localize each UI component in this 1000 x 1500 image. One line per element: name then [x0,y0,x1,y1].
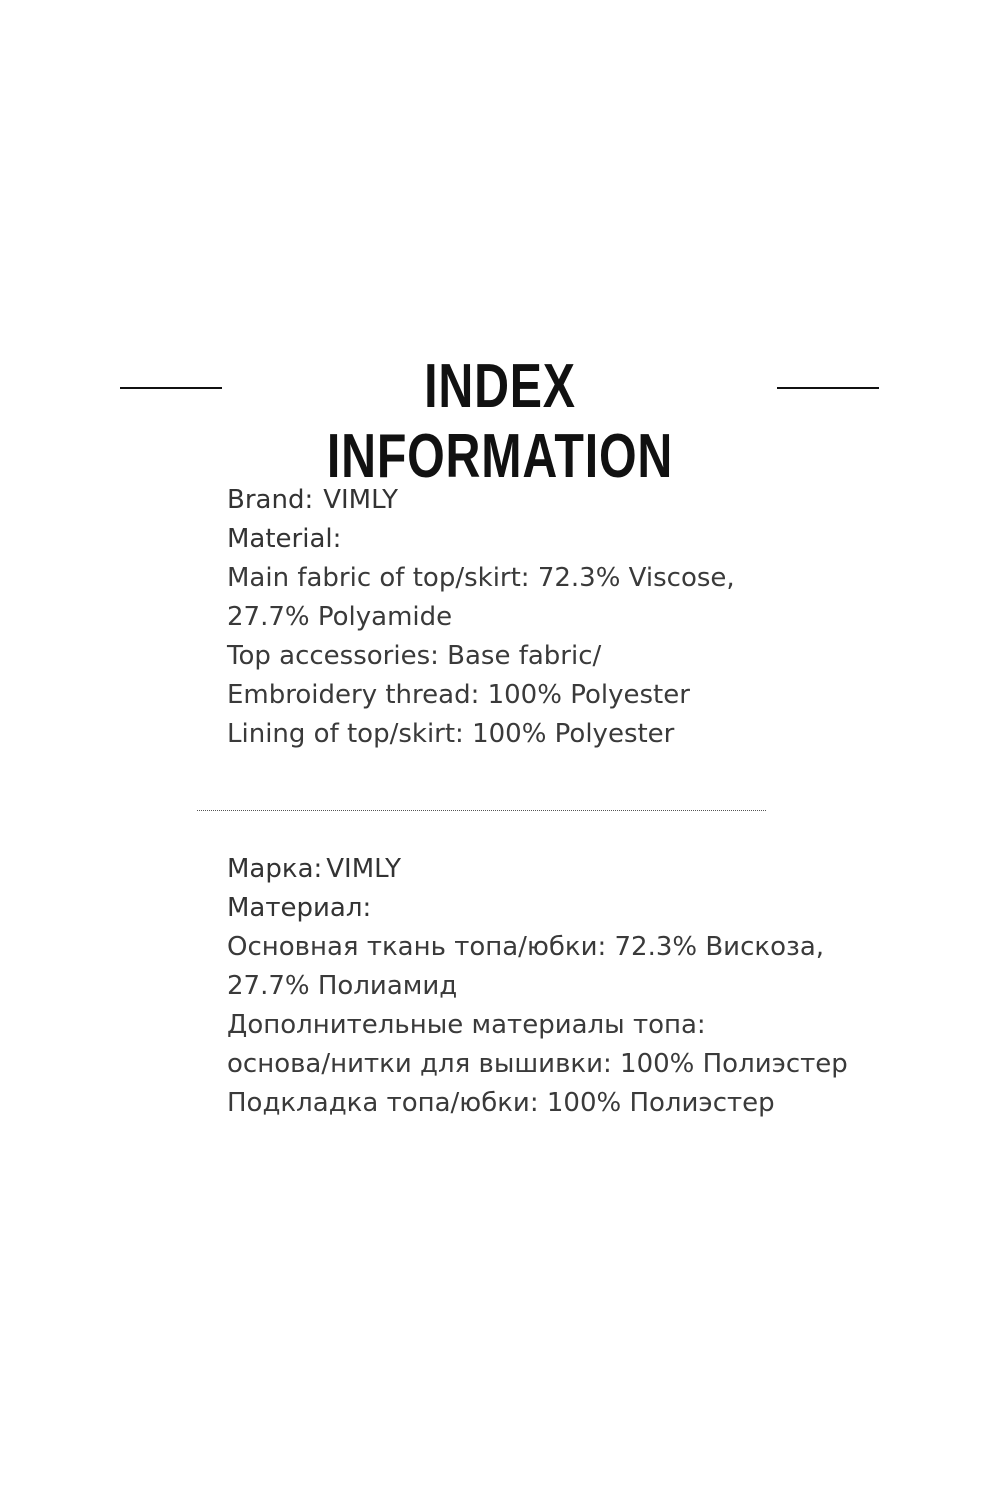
material-line-ru: основа/нитки для вышивки: 100% Полиэстер [227,1049,848,1079]
material-label-ru: Материал: [227,893,372,923]
material-line: 27.7% Polyamide [227,602,453,632]
brand-row-ru [227,850,927,889]
brand-value: VIMLY [323,485,399,515]
material-line-ru: Дополнительные материалы топа: [227,1010,706,1040]
brand-label: Brand: [227,485,314,515]
brand-label-ru: Марка: [227,854,323,884]
brand-value-ru: VIMLY [326,854,402,884]
dotted-divider [197,810,766,811]
heading-title: INDEX INFORMATION [326,352,674,491]
material-line: Embroidery thread: 100% Polyester [227,680,690,710]
material-line: Main fabric of top/skirt: 72.3% Viscose, [227,563,735,593]
russian-info-block [227,850,927,1123]
material-line: Lining of top/skirt: 100% Polyester [227,719,675,749]
material-line-ru: Подкладка топа/юбки: 100% Полиэстер [227,1088,775,1118]
material-line-ru: Основная ткань топа/юбки: 72.3% Вискоза, [227,932,825,962]
material-line-ru: 27.7% Полиамид [227,971,458,1001]
material-line: Top accessories: Base fabric/ [227,641,602,671]
section-heading [0,352,1000,491]
english-info-block [227,481,927,754]
material-label: Material: [227,524,342,554]
brand-row [227,481,927,520]
heading-rule-right [777,387,879,389]
heading-rule-left [120,387,222,389]
